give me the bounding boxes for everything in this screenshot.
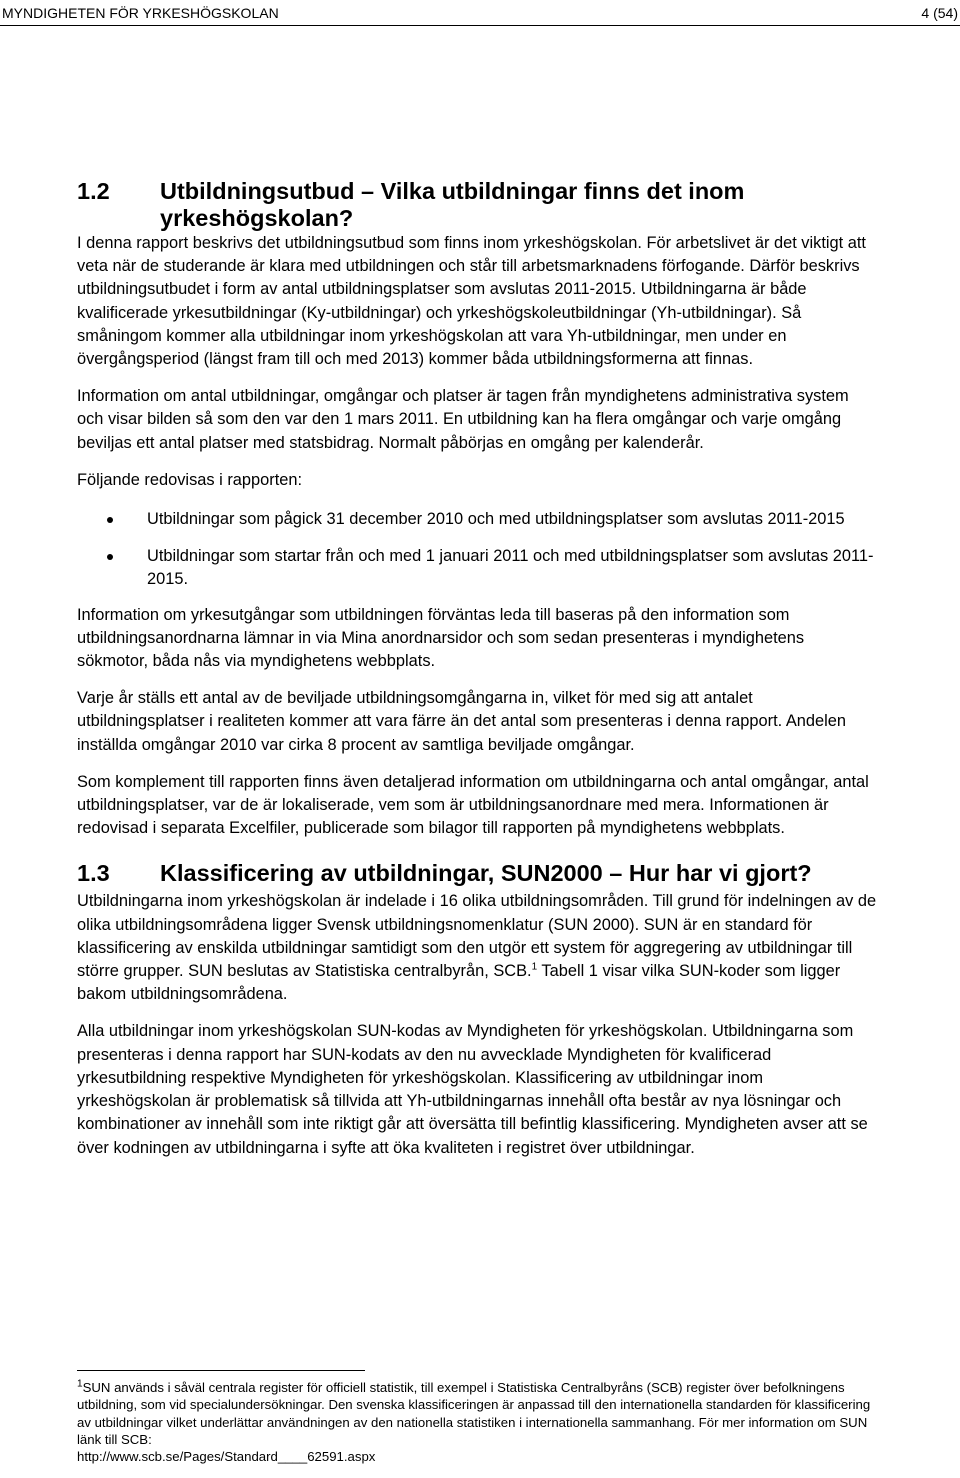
running-header: [0, 4, 960, 26]
bullet-icon: [107, 517, 113, 523]
footnote-marker: 1: [77, 1378, 83, 1390]
paragraph-text: Tabell 1 visar vilka SUN-koder som ligger bakom utbildningsområdena.: [77, 962, 841, 1004]
paragraph: I denna rapport beskrivs det utbildningsutbud som finns inom yrkeshögskolan. För arbetslivet är det viktigt att veta när de studerande är klara med utbildningen och står till arbetsmarknadens förfogande. Därför beskrivs utbildningsutbudet i form av antal utbildningsplatser som avslutas 2011-2015. Utbildningarna är både kvalificerade yrkesutbildningar (Ky-utbildningar) och yrkeshögskoleutbildningar (Yh-utbildningar). Så småningom kommer alla utbildningar inom yrkeshögskolan att vara Yh-utbildningar, men under en övergångsperiod (längst fram till och med 2013) kommer båda utbildningsformerna att finnas.: [77, 234, 866, 369]
footnote-reference[interactable]: 1: [531, 961, 538, 973]
paragraph: Information om yrkesutgångar som utbildningen förväntas leda till baseras på den information som utbildningsanordnarna lämnar in via Mina anordnarsidor och som sedan presenteras i myndighetens sökmotor, båda nås via myndighetens webbplats.: [77, 605, 805, 671]
footnote-area: [77, 1370, 887, 1465]
body-content: [77, 178, 877, 1160]
footnote: [77, 1379, 887, 1465]
bullet-icon: [107, 554, 113, 560]
paragraph: [77, 890, 877, 1006]
bullet-list: [77, 508, 877, 592]
paragraph-text: Utbildningarna inom yrkeshögskolan är indelade i 16 olika utbildningsområden. Till grund för indelningen av de olika utbildningsområdena ligger Svensk utbildningsnomenklatur (SUN 2000). SUN är en standard för klassificering av enskilda utbildningar samtidigt som den utgör ett system för aggregering av utbildningar till större grupper. SUN beslutas av Statistiska centralbyrån, SCB.: [77, 892, 877, 981]
section-heading-1-2: [77, 178, 877, 232]
paragraph: Som komplement till rapporten finns även detaljerad information om utbildningarna och antal omgångar, antal utbildningsplatser, var de är lokaliserade, vem som är utbildningsanordnare med mera. Informationen är redovisad i separata Excelfiler, publicerade som bilagor till rapporten på myndighetens webbplats.: [77, 772, 869, 838]
footnote-divider: [77, 1370, 365, 1371]
list-item: [77, 508, 877, 531]
section-title: Utbildningsutbud – Vilka utbildningar finns det inom yrkeshögskolan?: [160, 178, 745, 231]
paragraph: Alla utbildningar inom yrkeshögskolan SUN-kodas av Myndigheten för yrkeshögskolan. Utbildningarna som presenteras i denna rapport har SUN-kodats av den nu avvecklade Myndigheten för kvalificerad yrkesutbildning respektive Myndigheten för yrkeshögskolan. Klassificering av utbildningar inom yrkeshögskolan är problematisk så tillvida att Yh-utbildningarnas innehåll ofta består av nya lösningar och kombinationer av innehåll som inte riktigt går att översätta till befintlig klassificering. Myndigheten avser att se över kodningen av utbildningarna i syfte att öka kvaliteten i registret över utbildningar.: [77, 1022, 868, 1157]
list-item: [77, 545, 877, 591]
section-number: 1.2: [77, 178, 110, 204]
header-title: MYNDIGHETEN FÖR YRKESHÖGSKOLAN: [2, 5, 279, 21]
list-item-text: Utbildningar som pågick 31 december 2010 och med utbildningsplatser som avslutas 2011-2015: [147, 510, 845, 529]
page-number: 4 (54): [921, 5, 958, 21]
paragraph: Information om antal utbildningar, omgångar och platser är tagen från myndighetens administrativa system och visar bilden så som den var den 1 mars 2011. En utbildning kan ha flera omgångar och varje omgång beviljas ett antal platser med statsbidrag. Normalt påbörjas en omgång per kalenderår.: [77, 387, 849, 452]
section-heading-1-3: [77, 860, 877, 887]
paragraph: Varje år ställs ett antal av de beviljade utbildningsomgångarna in, vilket för med sig att antalet utbildningsplatser i realiteten kommer att vara färre än det antal som presenteras i denna rapport. Andelen inställda omgångar 2010 var cirka 8 procent av samtliga beviljade omgångar.: [77, 689, 846, 754]
section-number: 1.3: [77, 860, 110, 887]
footnote-text: SUN används i såväl centrala register för officiell statistik, till exempel i Statistiska Centralbyråns (SCB) register över befolkningens utbildning, som vid specialundersökningar. Den svenska klassificeringen är anpassad till den internationella standarden för klassificering av utbildningar vilket underlättar användningen av den nationella statistiken i internationella sammanhang. För mer information om SUN länk till SCB:: [77, 1380, 871, 1447]
section-title: Klassificering av utbildningar, SUN2000 – Hur har vi gjort?: [160, 860, 812, 887]
header-divider: [0, 25, 960, 26]
list-item-text: Utbildningar som startar från och med 1 januari 2011 och med utbildningsplatser som avslutas 2011-2015.: [147, 547, 874, 589]
footnote-link[interactable]: http://www.scb.se/Pages/Standard____62591.aspx: [77, 1449, 376, 1465]
paragraph: Följande redovisas i rapporten:: [77, 470, 303, 489]
